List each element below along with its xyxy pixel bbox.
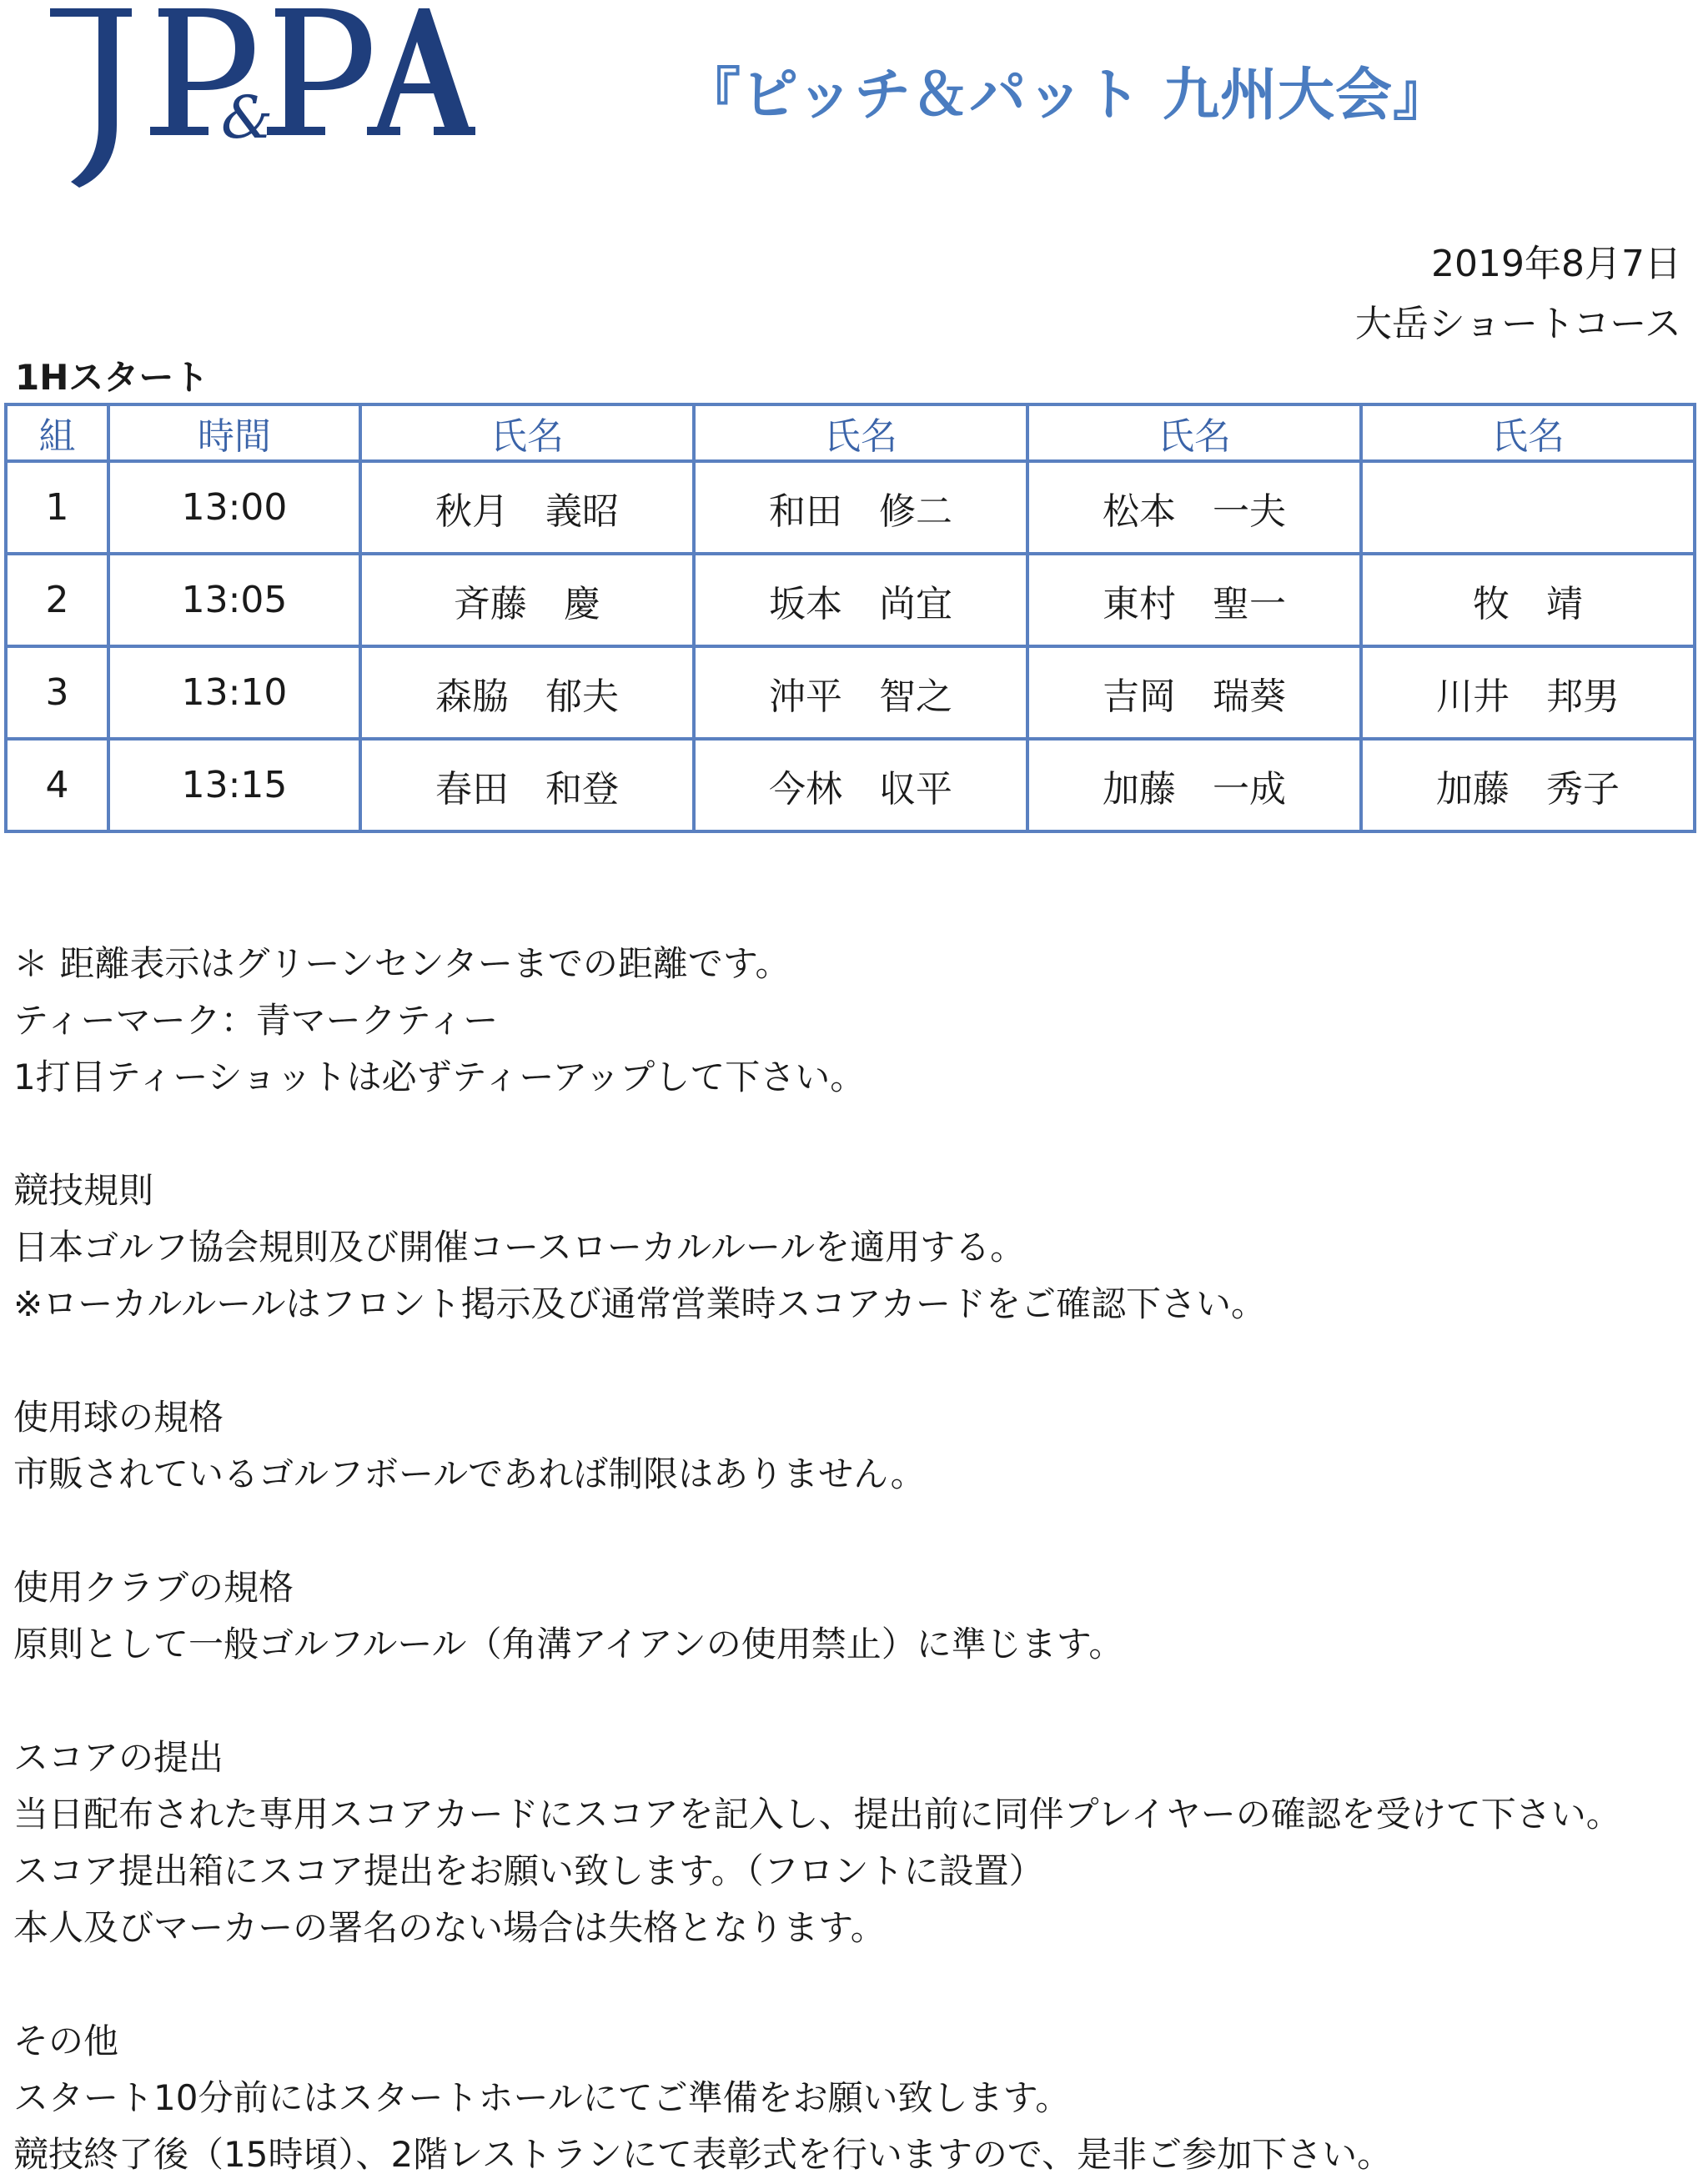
player-name: 牧 靖 bbox=[1361, 554, 1695, 646]
distance-note: ＊ 距離表示はグリーンセンターまでの距離です。 bbox=[13, 943, 791, 984]
player-name bbox=[1361, 461, 1695, 554]
local-rules-text: ※ローカルルールはフロント掲示及び通常営業時スコアカードをご確認下さい。 bbox=[13, 1283, 1267, 1324]
player-name: 加藤 秀子 bbox=[1361, 739, 1695, 831]
player-name: 松本 一夫 bbox=[1027, 461, 1361, 554]
score-heading: スコアの提出 bbox=[13, 1737, 224, 1778]
table-row bbox=[6, 554, 1695, 646]
ceremony-text: 競技終了後（15時頃）、2階レストランにて表彰式を行いますので、是非ご参加下さい。 bbox=[13, 2134, 1393, 2175]
header-group: 組 bbox=[6, 404, 108, 461]
disqualification-text: 本人及びマーカーの署名のない場合は失格となります。 bbox=[13, 1907, 886, 1948]
prep-text: スタート10分前にはスタートホールにてご準備をお願い致します。 bbox=[13, 2077, 1071, 2118]
table-row bbox=[6, 646, 1695, 739]
header-time: 時間 bbox=[108, 404, 360, 461]
rules-text: 日本ゴルフ協会規則及び開催コースローカルルールを適用する。 bbox=[13, 1227, 1026, 1268]
group-number: 2 bbox=[6, 554, 108, 646]
score-box-text: スコア提出箱にスコア提出をお願い致します。（フロントに設置） bbox=[13, 1850, 1044, 1891]
player-name: 秋月 義昭 bbox=[360, 461, 694, 554]
start-time: 13:05 bbox=[108, 554, 360, 646]
player-name: 今林 収平 bbox=[694, 739, 1027, 831]
group-number: 3 bbox=[6, 646, 108, 739]
ball-text: 市販されているゴルフボールであれば制限はありません。 bbox=[13, 1453, 926, 1494]
header-name-4: 氏名 bbox=[1361, 404, 1695, 461]
player-name: 春田 和登 bbox=[360, 739, 694, 831]
start-time: 13:00 bbox=[108, 461, 360, 554]
header-name-3: 氏名 bbox=[1027, 404, 1361, 461]
jp-pa-logo bbox=[33, 0, 475, 192]
group-number: 4 bbox=[6, 739, 108, 831]
document-title: 『ピッチ＆パット 九州大会』 bbox=[684, 63, 1450, 128]
player-name: 川井 邦男 bbox=[1361, 646, 1695, 739]
start-schedule-table bbox=[4, 403, 1696, 833]
club-text: 原則として一般ゴルフルール（角溝アイアンの使用禁止）に準じます。 bbox=[13, 1624, 1124, 1664]
player-name: 和田 修二 bbox=[694, 461, 1027, 554]
score-text: 当日配布された専用スコアカードにスコアを記入し、提出前に同伴プレイヤーの確認を受けて下さい。 bbox=[13, 1794, 1621, 1835]
rules-heading: 競技規則 bbox=[13, 1170, 154, 1211]
start-hole-label: 1Hスタート bbox=[15, 357, 209, 398]
player-name: 坂本 尚宜 bbox=[694, 554, 1027, 646]
player-name: 吉岡 瑞葵 bbox=[1027, 646, 1361, 739]
ball-heading: 使用球の規格 bbox=[13, 1397, 224, 1438]
tee-up-note: 1打目ティーショットは必ずティーアップして下さい。 bbox=[13, 1057, 866, 1097]
player-name: 東村 聖一 bbox=[1027, 554, 1361, 646]
table-row bbox=[6, 461, 1695, 554]
club-heading: 使用クラブの規格 bbox=[13, 1567, 294, 1608]
event-venue: 大岳ショートコース bbox=[1354, 303, 1681, 345]
table-row bbox=[6, 739, 1695, 831]
table-header-row bbox=[6, 404, 1695, 461]
player-name: 斉藤 慶 bbox=[360, 554, 694, 646]
other-heading: その他 bbox=[13, 2021, 119, 2061]
tee-mark-note: ティーマーク：青マークティー bbox=[13, 1000, 499, 1041]
svg-text:&: & bbox=[221, 83, 274, 152]
player-name: 沖平 智之 bbox=[694, 646, 1027, 739]
player-name: 加藤 一成 bbox=[1027, 739, 1361, 831]
notes-section bbox=[13, 936, 1621, 2183]
start-time: 13:10 bbox=[108, 646, 360, 739]
header-name-1: 氏名 bbox=[360, 404, 694, 461]
group-number: 1 bbox=[6, 461, 108, 554]
event-date: 2019年8月7日 bbox=[1431, 243, 1681, 285]
start-time: 13:15 bbox=[108, 739, 360, 831]
player-name: 森脇 郁夫 bbox=[360, 646, 694, 739]
header-name-2: 氏名 bbox=[694, 404, 1027, 461]
